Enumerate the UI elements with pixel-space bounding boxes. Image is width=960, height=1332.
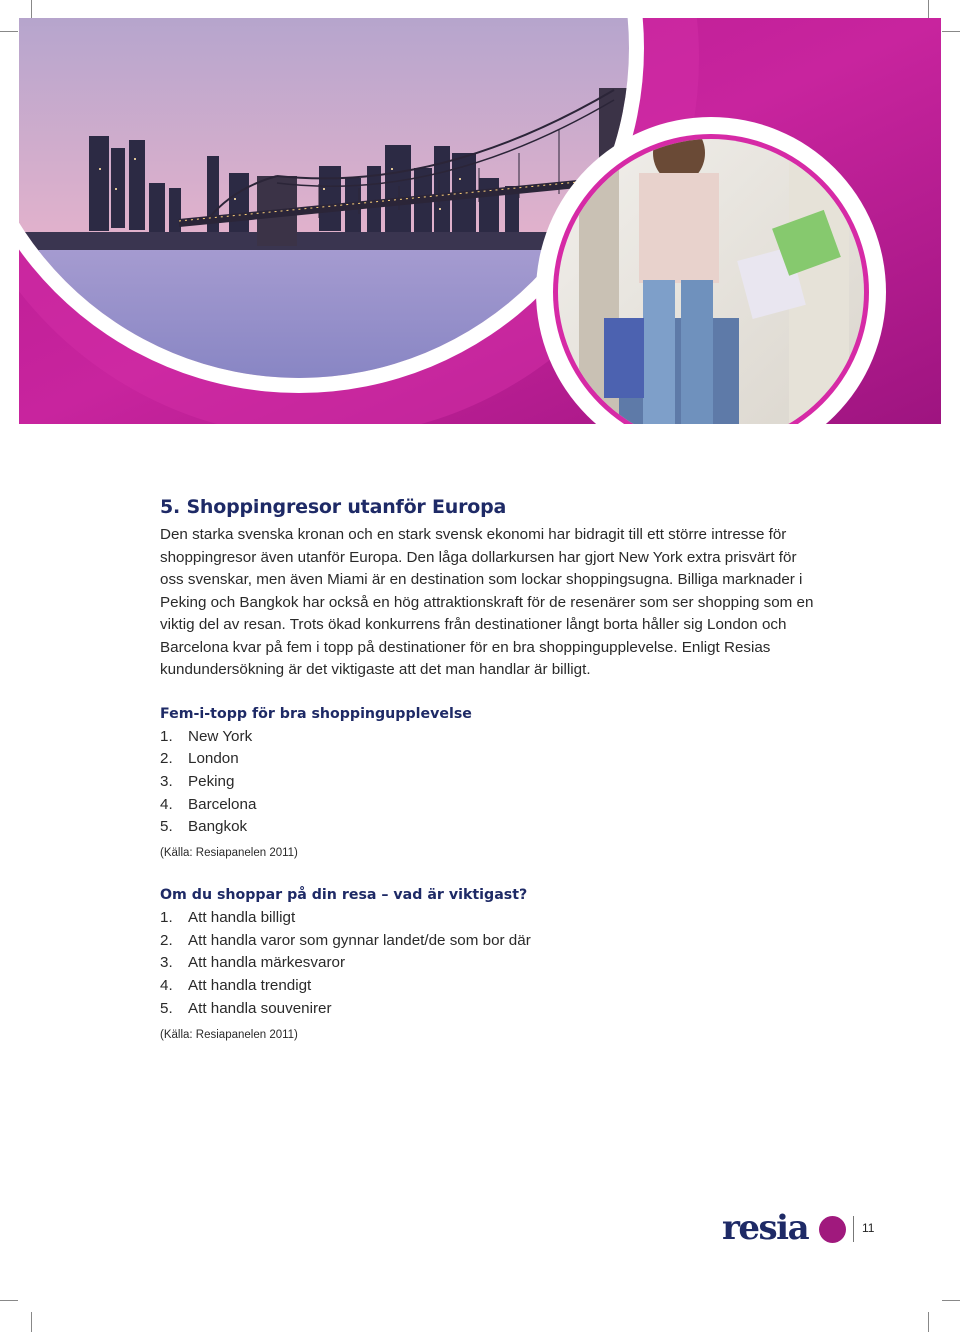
crop-mark	[31, 1312, 32, 1332]
list-item: 2. London	[160, 750, 239, 768]
list-item: 1. Att handla billigt	[160, 909, 296, 927]
list-item: 5. Att handla souvenirer	[160, 999, 332, 1017]
list-item: 1. New York	[160, 727, 253, 745]
divider	[853, 1216, 854, 1242]
importance-section	[160, 887, 820, 1041]
importance-list	[160, 907, 820, 1021]
resia-logo: resia	[722, 1208, 809, 1248]
importance-title: Om du shoppar på din resa – vad är viktigast?	[160, 887, 528, 904]
list-item: 5. Bangkok	[160, 818, 248, 836]
crop-mark	[0, 31, 18, 32]
crop-mark	[928, 1312, 929, 1332]
article-heading: 5. Shoppingresor utanför Europa	[160, 496, 507, 518]
crop-mark	[31, 0, 32, 18]
article-body	[160, 496, 820, 1041]
hero-illustration	[19, 18, 941, 424]
page-number: 11	[862, 1221, 875, 1235]
logo-dot-icon	[819, 1216, 846, 1243]
top-five-section	[160, 706, 820, 860]
article-paragraph: Den starka svenska kronan och en stark svensk ekonomi har bidragit till ett större intresse för shoppingresor även utanför Europa. Den låga dollarkursen har gjort New York extra prisvärt för oss svenskar, men även Miami är en destination som lockar shoppingsugna. Billiga marknader i Peking och Bangkok har också en hög attraktionskraft för de resenärer som ser shopping som en viktig del av resan. Trots ökad konkurrens från destinationer långt borta håller sig London och Barcelona kvar på fem i topp på destinationer för en bra shoppingupplevelse. Enligt Resias kundundersökning är det viktigaste att det man handlar är billigt.	[160, 526, 814, 678]
source-note: (Källa: Resiapanelen 2011)	[160, 1028, 298, 1041]
source-note: (Källa: Resiapanelen 2011)	[160, 847, 298, 860]
list-item: 2. Att handla varor som gynnar landet/de som bor där	[160, 931, 531, 949]
top-five-list	[160, 726, 820, 840]
list-item: 4. Att handla trendigt	[160, 977, 312, 995]
page-footer	[722, 1208, 892, 1248]
list-item: 3. Peking	[160, 772, 235, 790]
top-five-title: Fem-i-topp för bra shoppingupplevelse	[160, 705, 472, 722]
hero-banner	[19, 18, 941, 424]
crop-mark	[928, 0, 929, 18]
crop-mark	[942, 31, 960, 32]
list-item: 3. Att handla märkesvaror	[160, 954, 346, 972]
crop-mark	[0, 1300, 18, 1301]
list-item: 4. Barcelona	[160, 795, 257, 813]
crop-mark	[942, 1300, 960, 1301]
